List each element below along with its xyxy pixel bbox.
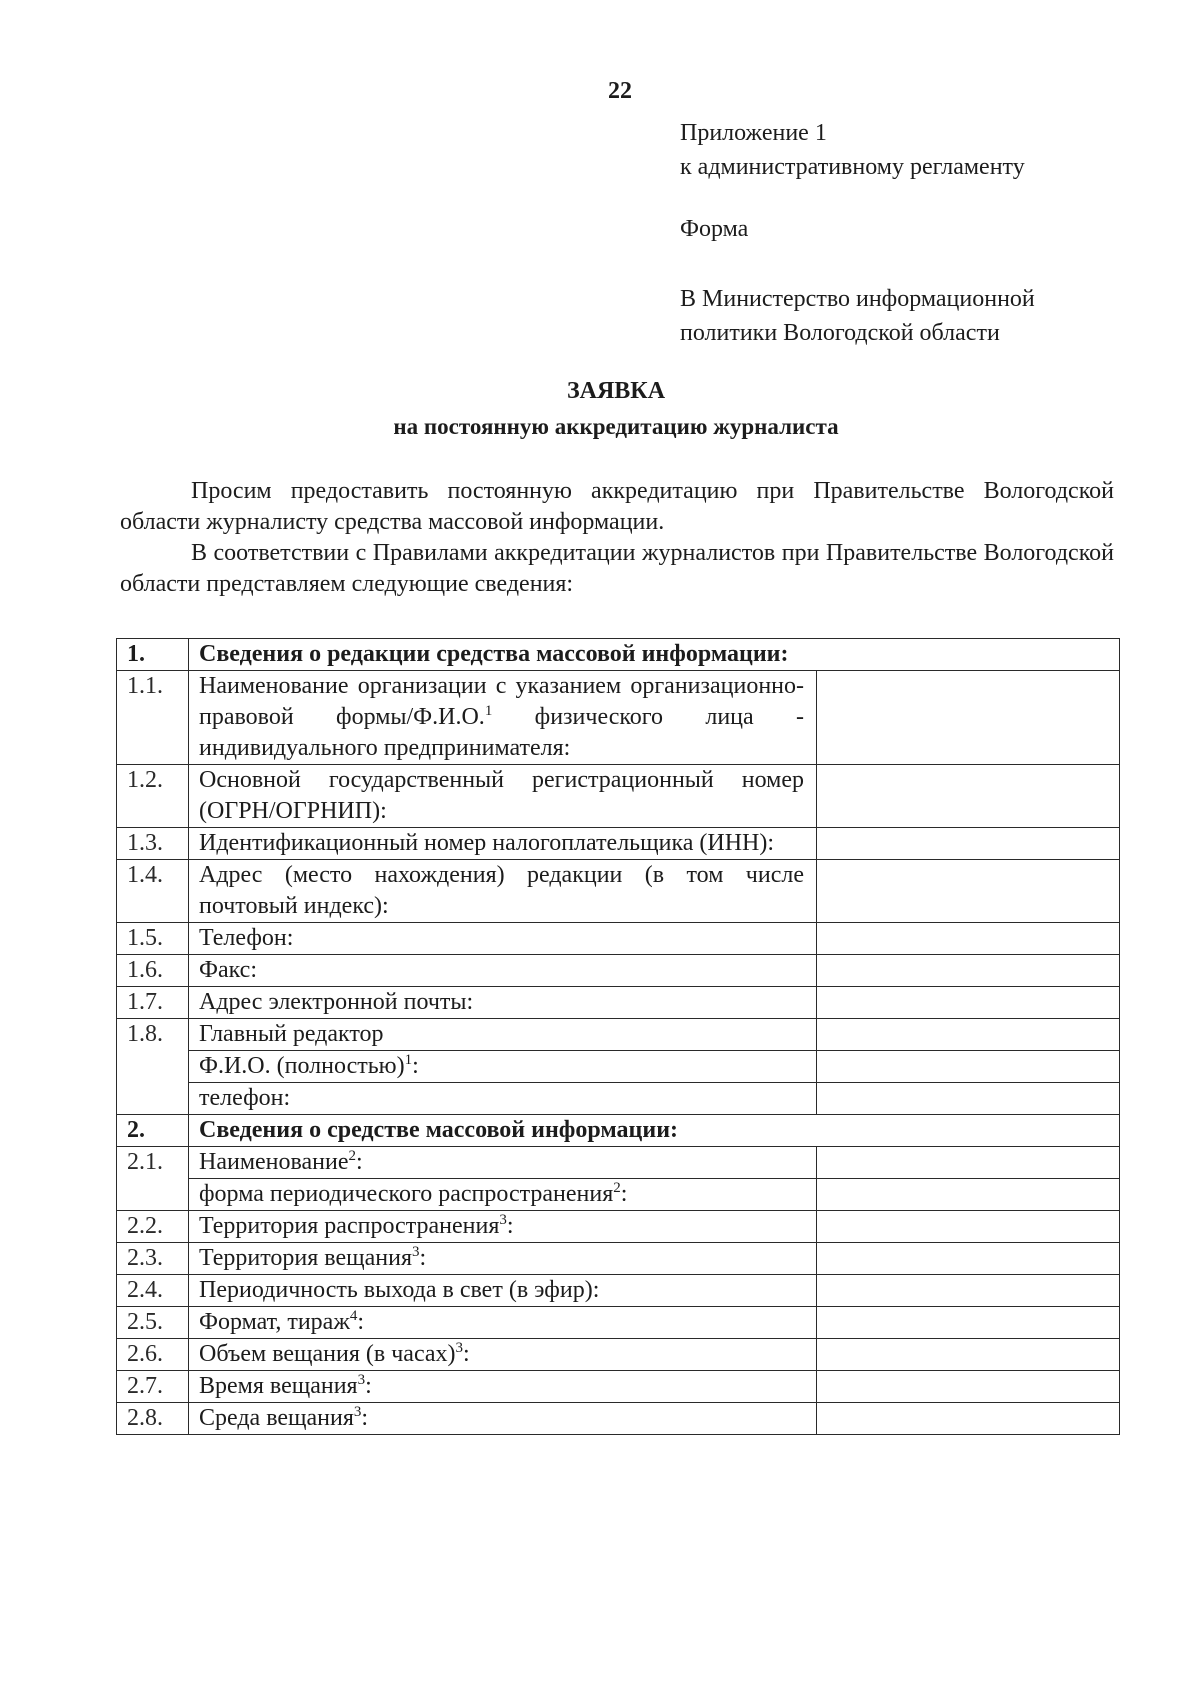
table-row [117,828,1120,860]
row-label: Объем вещания (в часах)$^3$: [189,1339,817,1371]
table-subrow [117,1179,1120,1211]
row-label: Время вещания$^3$: [189,1371,817,1403]
row-number: 2.7. [117,1371,189,1403]
table-row [117,955,1120,987]
row-number: 1.8. [117,1019,189,1115]
row-value-field[interactable] [817,1307,1120,1339]
appendix-line-1: Приложение 1 [680,120,827,146]
section-number: 1. [117,639,189,671]
row-sublabel: телефон: [189,1083,817,1115]
row-value-field[interactable] [817,1211,1120,1243]
row-label: Территория распространения$^3$: [189,1211,817,1243]
document-title: ЗАЯВКА [566,378,666,404]
row-label: Основной государственный регистрационный номер (ОГРН/ОГРНИП): [189,765,817,828]
row-value-field[interactable] [817,955,1120,987]
row-number: 2.8. [117,1403,189,1435]
row-label: Идентификационный номер налогоплательщика (ИНН): [189,828,817,860]
table-row [117,1211,1120,1243]
page-number: 22 [608,78,632,104]
form-label: Форма [680,216,749,242]
table-row [117,1275,1120,1307]
table-row [117,1371,1120,1403]
addressee [680,282,1035,350]
row-value-field[interactable] [817,671,1120,765]
table-row [117,1019,1120,1051]
table-row [117,1403,1120,1435]
row-number: 2.4. [117,1275,189,1307]
row-value-field[interactable] [817,1179,1120,1211]
document-subtitle: на постоянную аккредитацию журналиста [393,414,839,439]
row-value-field[interactable] [817,765,1120,828]
table-subrow [117,1083,1120,1115]
row-label: Периодичность выхода в свет (в эфир): [189,1275,817,1307]
row-label: Наименование$^2$: [189,1147,817,1179]
intro-text [120,476,1114,600]
intro-paragraph-2: В соответствии с Правилами аккредитации журналистов при Правительстве Вологодской области представляем следующие сведения: [120,540,1114,597]
table-subrow [117,1051,1120,1083]
table-row [117,860,1120,923]
row-value-field[interactable] [817,923,1120,955]
row-number: 1.7. [117,987,189,1019]
row-number: 1.1. [117,671,189,765]
row-label: Формат, тираж$^4$: [189,1307,817,1339]
row-label: Наименование организации с указанием организационно-правовой формы/Ф.И.О.$^1$ физического лица - индивидуального предпринимателя: [189,671,817,765]
addressee-line-2: политики Вологодской области [680,320,1000,346]
row-number: 2.2. [117,1211,189,1243]
row-number: 1.5. [117,923,189,955]
section-title: Сведения о редакции средства массовой информации: [189,639,1120,671]
section-title: Сведения о средстве массовой информации: [189,1115,1120,1147]
row-value-field[interactable] [817,1371,1120,1403]
row-label: Адрес (место нахождения) редакции (в том числе почтовый индекс): [189,860,817,923]
row-label: Адрес электронной почты: [189,987,817,1019]
row-value-field[interactable] [817,1339,1120,1371]
row-value-field[interactable] [817,1275,1120,1307]
row-value-field[interactable] [817,828,1120,860]
intro-paragraph-1: Просим предоставить постоянную аккредитацию при Правительстве Вологодской области журналисту средства массовой информации. [120,478,1114,535]
row-sublabel: форма периодического распространения$^2$: [189,1179,817,1211]
row-number: 1.4. [117,860,189,923]
row-label: Факс: [189,955,817,987]
table-row [117,1147,1120,1179]
row-value-field[interactable] [817,1243,1120,1275]
row-label: Телефон: [189,923,817,955]
row-value-field[interactable] [817,1147,1120,1179]
row-number: 2.6. [117,1339,189,1371]
row-label: Главный редактор [189,1019,817,1051]
row-number: 2.5. [117,1307,189,1339]
row-number: 1.3. [117,828,189,860]
row-value-field[interactable] [817,860,1120,923]
row-value-field[interactable] [817,1019,1120,1051]
table-row [117,1243,1120,1275]
table-row [117,1307,1120,1339]
row-number: 1.6. [117,955,189,987]
table-row [117,1339,1120,1371]
section-header-row [117,1115,1120,1147]
table-row [117,765,1120,828]
appendix-header [680,116,1025,184]
row-number: 1.2. [117,765,189,828]
addressee-line-1: В Министерство информационной [680,286,1035,312]
row-number: 2.1. [117,1147,189,1211]
section-number: 2. [117,1115,189,1147]
row-value-field[interactable] [817,1083,1120,1115]
application-form-table [116,638,1120,1435]
section-header-row [117,639,1120,671]
row-label: Среда вещания$^3$: [189,1403,817,1435]
table-row [117,923,1120,955]
row-number: 2.3. [117,1243,189,1275]
appendix-line-2: к административному регламенту [680,154,1025,180]
row-label: Территория вещания$^3$: [189,1243,817,1275]
row-value-field[interactable] [817,987,1120,1019]
row-sublabel: Ф.И.О. (полностью)$^1$: [189,1051,817,1083]
row-value-field[interactable] [817,1051,1120,1083]
table-row [117,987,1120,1019]
row-value-field[interactable] [817,1403,1120,1435]
table-row [117,671,1120,765]
